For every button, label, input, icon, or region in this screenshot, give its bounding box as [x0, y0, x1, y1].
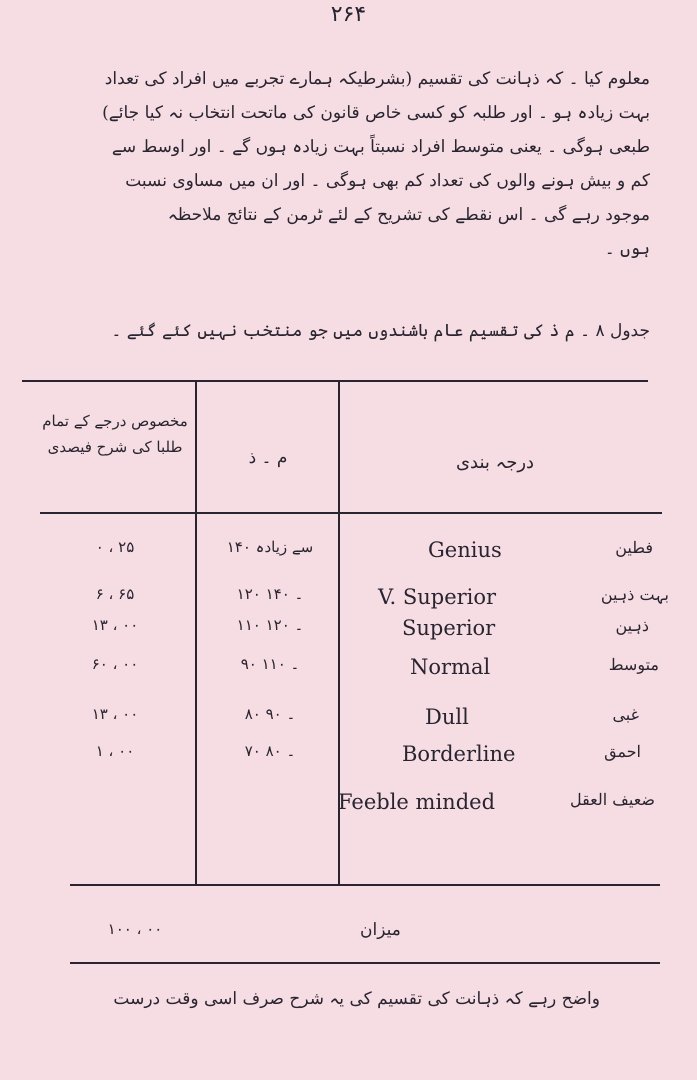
row-iq: ۱۲۰ ۔ ۱۴۰ — [236, 585, 304, 603]
row-english-label: Superior — [402, 616, 496, 640]
table-row — [0, 585, 697, 617]
table-top-rule — [22, 380, 648, 382]
table-row — [0, 790, 697, 822]
row-urdu-label: احمق — [604, 742, 641, 761]
paragraph-line: بہت زیادہ ہو ۔ اور طلبہ کو کسی خاص قانون کی ماتحت انتخاب نہ کیا جائے) — [102, 103, 650, 123]
paragraph-line: کم و بیش ہونے والوں کی تعداد کم بھی ہوگی ۔ اور ان میں مساوی نسبت — [125, 171, 650, 191]
header-classification: درجہ بندی — [455, 452, 535, 473]
table-bottom-rule — [70, 962, 660, 964]
row-iq: ۱۴۰ سے زیادہ — [226, 538, 314, 556]
row-urdu-label: ضعیف العقل — [569, 790, 655, 809]
row-english-label: Genius — [428, 538, 502, 562]
row-english-label: Feeble minded — [338, 790, 496, 814]
table-row — [0, 655, 697, 687]
row-iq: ۱۱۰ ۔ ۱۲۰ — [236, 616, 304, 634]
table-caption: جدول ۸ ۔ م ذ کی تقسیم عام باشندوں میں جو منتخب نہیں کئے گئے ۔ — [111, 321, 650, 341]
paragraph-line: طبعی ہوگی ۔ یعنی متوسط افراد نسبتاً بہت زیادہ ہوں گے ۔ اور اوسط سے — [111, 137, 650, 157]
header-iq: م ۔ ذ — [248, 448, 288, 468]
row-iq: ۷۰ ۔ ۸۰ — [244, 742, 296, 760]
table-body-rule — [70, 884, 660, 886]
table-row — [0, 538, 697, 570]
row-percent: ۶ ، ۶۵ — [95, 585, 135, 603]
row-percent: ۱۳ ، ۰۰ — [91, 616, 139, 634]
row-iq: ۸۰ ۔ ۹۰ — [244, 705, 296, 723]
row-iq: ۹۰ ۔ ۱۱۰ — [240, 655, 300, 673]
row-english-label: Normal — [410, 655, 491, 679]
table-row — [0, 742, 697, 774]
total-label: میزان — [360, 920, 401, 940]
row-english-label: Borderline — [402, 742, 516, 766]
row-percent: ۰ ، ۲۵ — [95, 538, 135, 556]
row-urdu-label: متوسط — [608, 655, 659, 674]
row-urdu-label: غبی — [612, 705, 639, 724]
row-percent: ۱۳ ، ۰۰ — [91, 705, 139, 723]
row-english-label: V. Superior — [378, 585, 497, 609]
paragraph-line: موجود رہے گی ۔ اس نقطے کی تشریح کے لئے ٹرمن کے نتائج ملاحظہ — [167, 205, 650, 225]
row-percent: ۶۰ ، ۰۰ — [91, 655, 139, 673]
row-urdu-label: بہت ذہین — [600, 585, 669, 604]
body-paragraph — [72, 62, 650, 266]
footer-line: واضح رہے کہ ذہانت کی تقسیم کی یہ شرح صرف اسی وقت درست — [113, 989, 600, 1009]
table-row — [0, 705, 697, 737]
paragraph-line: معلوم کیا ۔ کہ ذہانت کی تقسیم (بشرطیکہ ہمارے تجربے میں افراد کی تعداد — [104, 69, 650, 89]
header-percent: مخصوص درجے کے تمام طلبا کی شرح فیصدی — [42, 412, 188, 456]
total-value: ۱۰۰ ، ۰۰ — [107, 920, 163, 938]
table-row — [0, 616, 697, 648]
row-english-label: Dull — [425, 705, 469, 729]
row-urdu-label: فطین — [615, 538, 653, 557]
page-number: ۲۶۴ — [330, 2, 367, 27]
row-percent: ۱ ، ۰۰ — [95, 742, 135, 760]
paragraph-line: ہوں ۔ — [604, 239, 650, 259]
row-urdu-label: ذہین — [615, 616, 649, 635]
table-header-rule — [40, 512, 662, 514]
